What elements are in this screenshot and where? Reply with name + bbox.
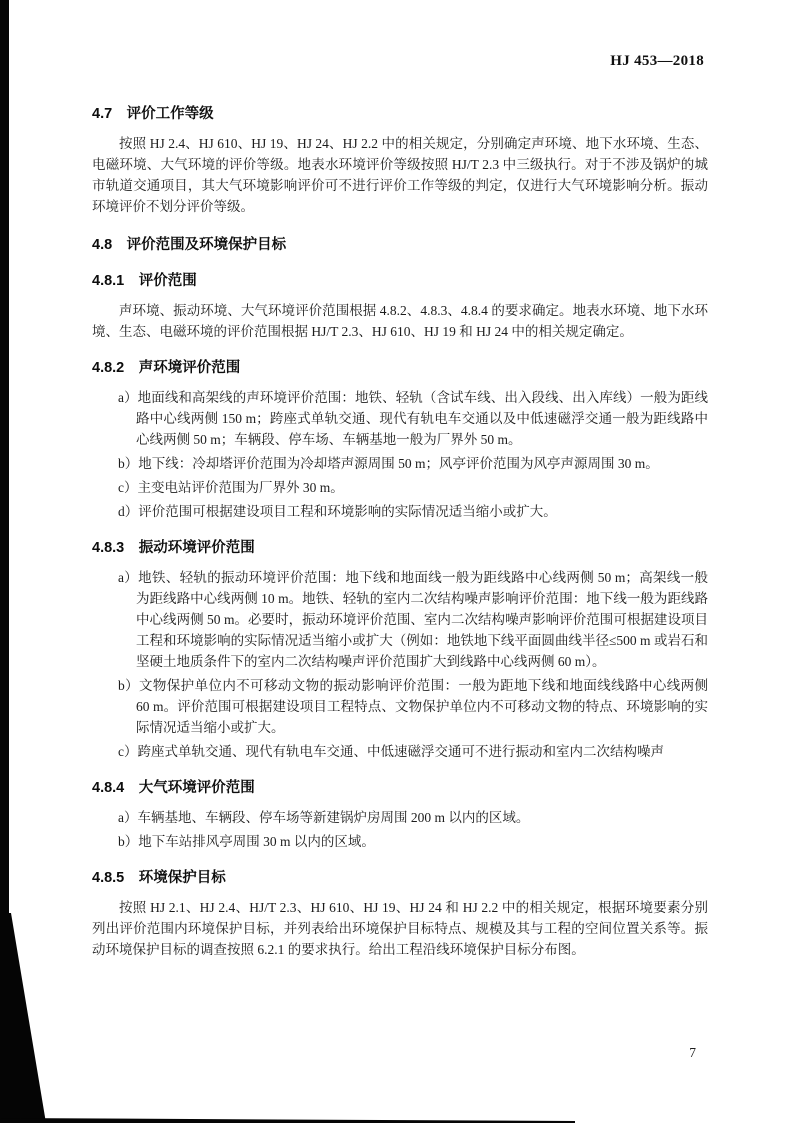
paragraph: 声环境、振动环境、大气环境评价范围根据 4.8.2、4.8.3、4.8.4 的要求确定。地表水环境、地下水环境、生态、电磁环境的评价范围根据 HJ/T 2.3、HJ 610、HJ 19 和 HJ 24 中的相关规定确定。 [92,303,708,339]
scan-artifact-bottom-edge [0,1118,575,1123]
page-number: 7 [689,1045,696,1060]
document-content [92,86,708,966]
scan-artifact-bottom-left-corner [0,913,46,1123]
section-heading-4-8-5: 4.8.5 环境保护目标 [92,870,226,886]
paragraph: 按照 HJ 2.1、HJ 2.4、HJ/T 2.3、HJ 610、HJ 19、HJ 24 和 HJ 2.2 中的相关规定，根据环境要素分别列出评价范围内环境保护目标，并列表给出环境保护目标特点、规模及其与工程的空间位置关系等。振动环境保护目标的调查按照 6.2.1 的要求执行。给出工程沿线环境保护目标分布图。 [92,900,708,957]
document-code: HJ 453—2018 [610,53,704,69]
section-heading-4-8-3: 4.8.3 振动环境评价范围 [92,540,255,556]
page-header [92,52,704,70]
list-item: d）评价范围可根据建设项目工程和环境影响的实际情况适当缩小或扩大。 [118,504,557,519]
list-item: a）车辆基地、车辆段、停车场等新建锅炉房周围 200 m 以内的区域。 [118,810,530,825]
page-footer [92,1045,696,1061]
section-heading-4-7: 4.7 评价工作等级 [92,106,214,122]
list-item: a）地面线和高架线的声环境评价范围：地铁、轻轨（含试车线、出入段线、出入库线）一般为距线路中心线两侧 150 m；跨座式单轨交通、现代有轨电车交通以及中低速磁浮交通一般为距线路中心线两侧 50 m；车辆段、停车场、车辆基地一般为厂界外 50 m。 [118,390,708,447]
list-item: b）地下线：冷却塔评价范围为冷却塔声源周围 50 m；风亭评价范围为风亭声源周围 30 m。 [118,456,659,471]
section-heading-4-8-4: 4.8.4 大气环境评价范围 [92,780,255,796]
section-heading-4-8-2: 4.8.2 声环境评价范围 [92,360,241,376]
list-item: c）主变电站评价范围为厂界外 30 m。 [118,480,344,495]
section-heading-4-8-1: 4.8.1 评价范围 [92,273,197,289]
list-item: c）跨座式单轨交通、现代有轨电车交通、中低速磁浮交通可不进行振动和室内二次结构噪声 [118,744,664,759]
list-item: b）文物保护单位内不可移动文物的振动影响评价范围：一般为距地下线和地面线线路中心线两侧 60 m。评价范围可根据建设项目工程特点、文物保护单位内不可移动文物的特点、环境影响的实际情况适当缩小或扩大。 [118,678,708,735]
list-item: b）地下车站排风亭周围 30 m 以内的区域。 [118,834,375,849]
section-heading-4-8: 4.8 评价范围及环境保护目标 [92,237,287,253]
list-item: a）地铁、轻轨的振动环境评价范围：地下线和地面线一般为距线路中心线两侧 50 m；高架线一般为距线路中心线两侧 10 m。地铁、轻轨的室内二次结构噪声影响评价范围：地下线一般为距线路中心线两侧 50 m。必要时，振动环境评价范围、室内二次结构噪声影响评价范围可根据建设项目工程和环境影响的实际情况适当缩小或扩大（例如：地铁地下线平面圆曲线半径≤500 m 或岩石和坚硬土地质条件下的室内二次结构噪声评价范围扩大到线路中心线两侧 60 m）。 [118,570,708,669]
paragraph: 按照 HJ 2.4、HJ 610、HJ 19、HJ 24、HJ 2.2 中的相关规定，分别确定声环境、地下水环境、生态、电磁环境、大气环境的评价等级。地表水环境评价等级按照 HJ/T 2.3 中三级执行。对于不涉及锅炉的城市轨道交通项目，其大气环境影响评价可不进行评价工作等级的判定，仅进行大气环境影响分析。振动环境评价不划分评价等级。 [92,136,708,214]
